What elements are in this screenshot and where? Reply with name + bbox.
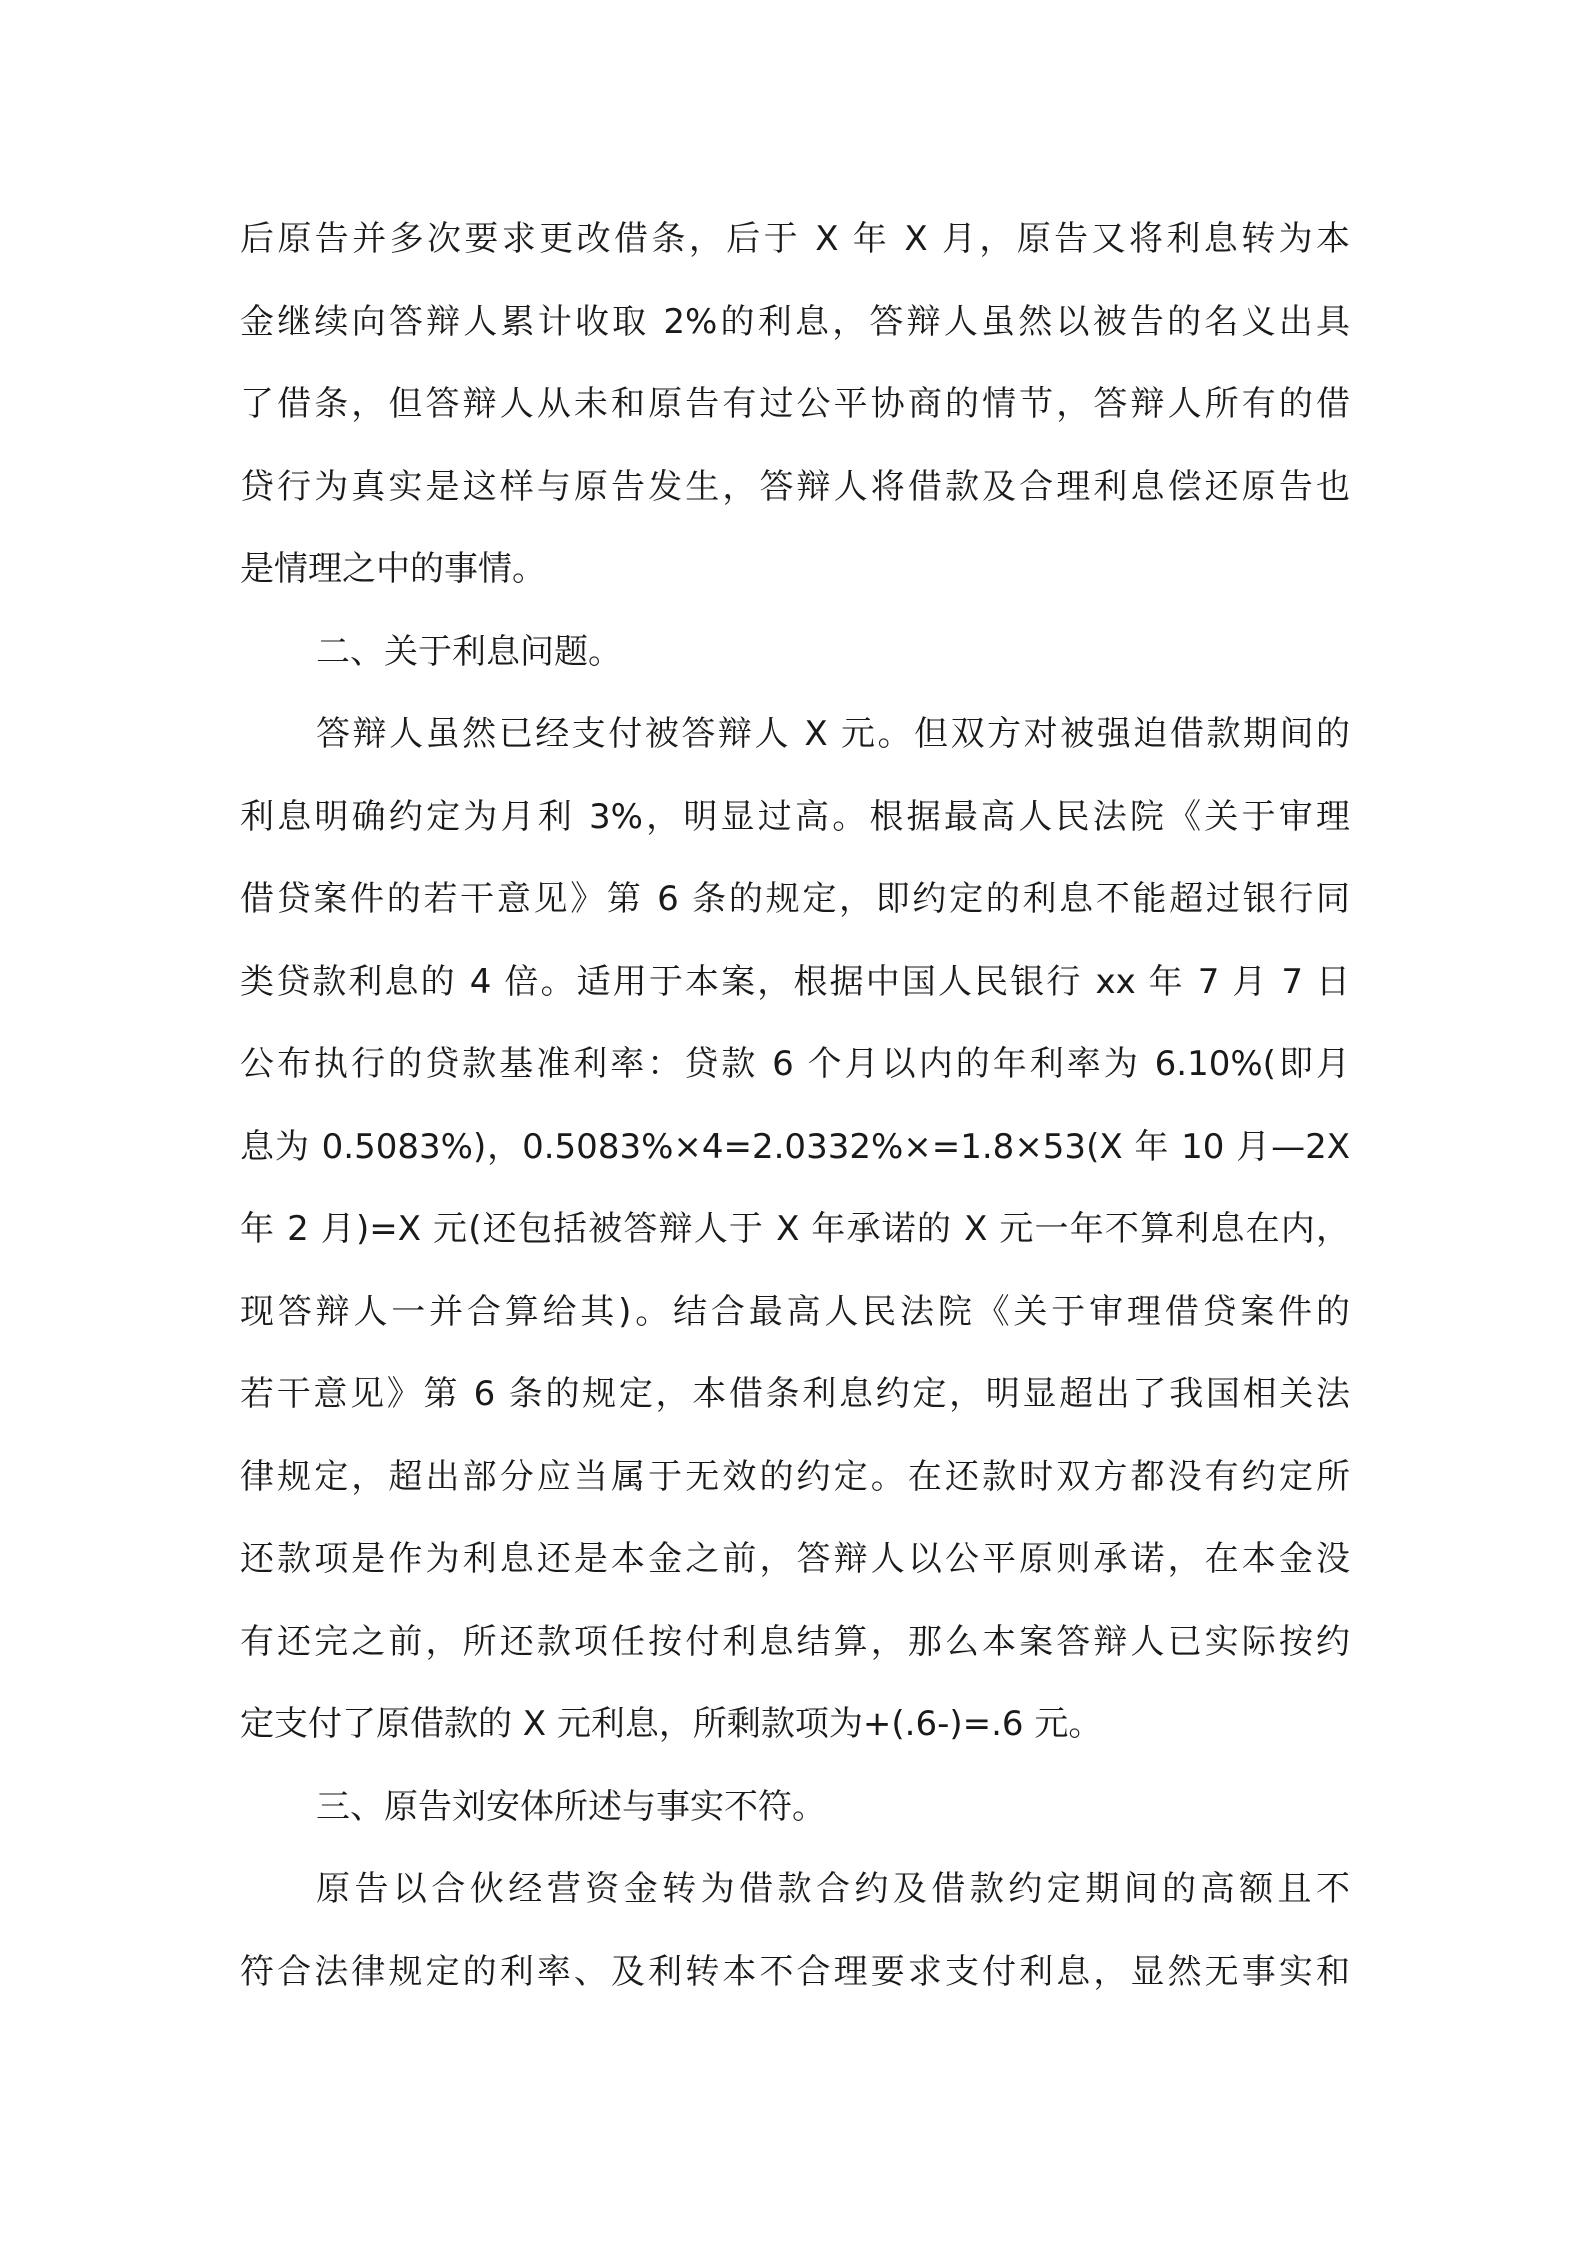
paragraph-2 xyxy=(240,693,1350,1766)
text-line: 是情理之中的事情。 xyxy=(240,549,546,589)
text-line: 利息明确约定为月利 3%，明显过高。根据最高人民法院《关于审理 xyxy=(240,796,1350,837)
text-line: 贷行为真实是这样与原告发生，答辩人将借款及合理利息偿还原告也 xyxy=(240,466,1350,507)
text-line: 类贷款利息的 4 倍。适用于本案，根据中国人民银行 xx 年 7 月 7 日 xyxy=(240,961,1350,1002)
paragraph-3 xyxy=(240,1848,1350,2013)
section-heading-facts: 三、原告刘安体所述与事实不符。 xyxy=(316,1786,826,1827)
text-line: 原告以合伙经营资金转为借款合约及借款约定期间的高额且不 xyxy=(316,1869,1350,1909)
text-line: 符合法律规定的利率、及利转本不合理要求支付利息，显然无事实和 xyxy=(240,1951,1350,1992)
text-line: 答辩人虽然已经支付被答辩人 X 元。但双方对被强迫借款期间的 xyxy=(316,714,1350,754)
text-line: 借贷案件的若干意见》第 6 条的规定，即约定的利息不能超过银行同 xyxy=(240,879,1350,919)
paragraph-1 xyxy=(240,198,1350,611)
text-line: 律规定，超出部分应当属于无效的约定。在还款时双方都没有约定所 xyxy=(240,1456,1350,1497)
text-line: 息为 0.5083%)，0.5083%×4=2.0332%×=1.8×53(X 年 10 月—2X xyxy=(240,1126,1350,1167)
section-heading-interest: 二、关于利息问题。 xyxy=(316,631,622,672)
text-line: 了借条，但答辩人从未和原告有过公平协商的情节，答辩人所有的借 xyxy=(240,384,1350,424)
text-line: 金继续向答辩人累计收取 2%的利息，答辩人虽然以被告的名义出具 xyxy=(240,301,1350,342)
text-line: 若干意见》第 6 条的规定，本借条利息约定，明显超出了我国相关法 xyxy=(240,1374,1350,1414)
text-line: 有还完之前，所还款项任按付利息结算，那么本案答辩人已实际按约 xyxy=(240,1621,1350,1662)
text-line: 后原告并多次要求更改借条，后于 X 年 X 月，原告又将利息转为本 xyxy=(240,219,1350,259)
text-line: 现答辩人一并合算给其)。结合最高人民法院《关于审理借贷案件的 xyxy=(240,1291,1350,1332)
document-body xyxy=(240,198,1350,2013)
text-line: 定支付了原借款的 X 元利息，所剩款项为+(.6-)=.6 元。 xyxy=(240,1704,1103,1744)
text-line: 年 2 月)=X 元(还包括被答辩人于 X 年承诺的 X 元一年不算利息在内， xyxy=(240,1209,1350,1249)
text-line: 公布执行的贷款基准利率：贷款 6 个月以内的年利率为 6.10%(即月 xyxy=(240,1044,1350,1084)
text-line: 还款项是作为利息还是本金之前，答辩人以公平原则承诺，在本金没 xyxy=(240,1539,1350,1579)
